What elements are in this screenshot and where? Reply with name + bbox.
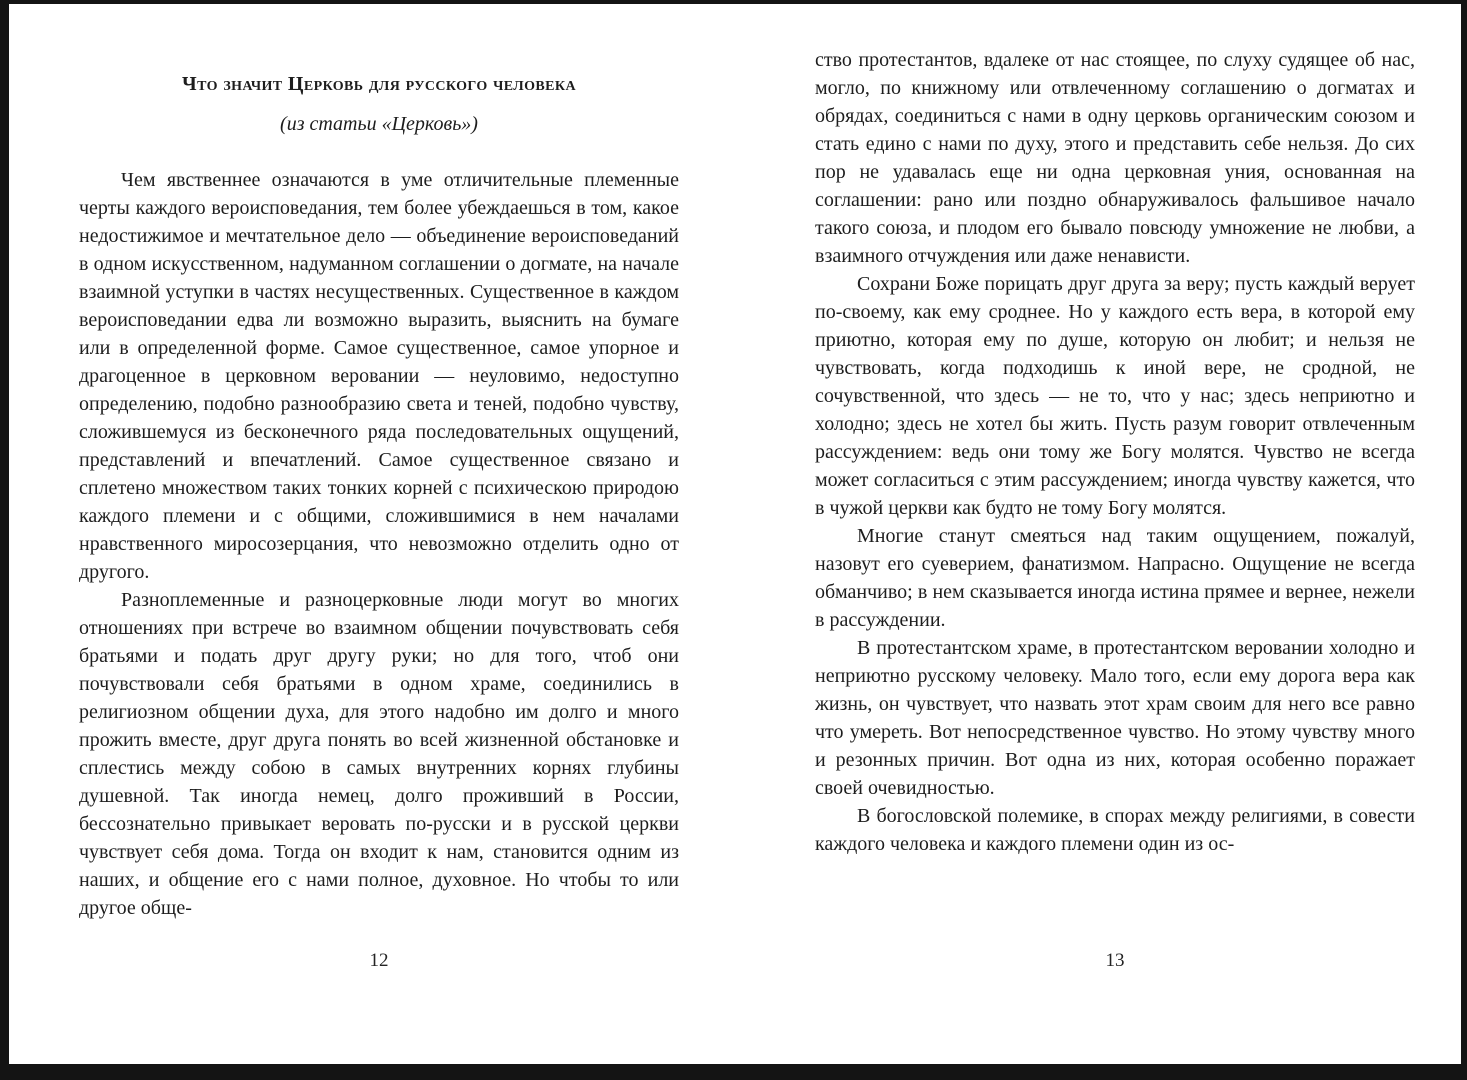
paragraph: Сохрани Боже порицать друг друга за веру; пусть каждый верует по-своему, как ему сроднее. Но у каждого есть вера, в которой ему приютно, которая ему по душе, которую он любит; и нельзя не чувствовать, когда подходишь к иной вере, не сродной, не сочувственной, что здесь — не то, что у нас; здесь неприютно и холодно; здесь не хотел бы жить. Пусть разум говорит отвлеченным рассуждением: ведь они тому же Богу молятся. Чувство не всегда может согласиться с этим рассуждением; иногда чувству кажется, что в чужой церкви как будто не тому Богу молятся.	[815, 273, 1415, 519]
paragraph: В протестантском храме, в протестантском веровании холодно и неприютно русскому человеку. Мало того, если ему дорога вера как жизнь, он чувствует, что назвать этот храм своим для него все равно что умереть. Вот непосредственное чувство. Но этому чувству много и резонных причин. Вот одна из них, которая особенно поражает своей очевидностью.	[815, 637, 1415, 799]
page-number-left: 12	[369, 950, 389, 971]
page-right	[815, 46, 1415, 858]
paragraph-continuation: ство протестантов, вдалеке от нас стоящее, по слуху судящее об нас, могло, по книжному или отвлеченному соглашению о догматах и обрядах, соединиться с нами в одну церковь органическим союзом и стать едино с нами по духу, этого и представить себе нельзя. До сих пор не удавалась еще ни одна церковная уния, основанная на соглашении: рано или поздно обнаруживалось фальшивое начало такого союза, и плодом его бывало повсюду умножение не любви, а взаимного отчуждения или даже ненависти.	[815, 49, 1415, 267]
paragraph: В богословской полемике, в спорах между религиями, в совести каждого человека и каждого племени один из ос-	[815, 805, 1415, 855]
chapter-subtitle: (из статьи «Церковь»)	[280, 113, 478, 135]
paragraph: Разноплеменные и разноцерковные люди могут во многих отношениях при встрече во взаимном общении почувствовать себя братьями и подать друг другу руки; но для того, чтоб они почувствовали себя братьями в одном храме, соединились в религиозном общении духа, для этого надобно им долго и много прожить вместе, друг друга понять во всей жизненной обстановке и сплестись между собою в самых внутренних корнях глубины душевной. Так иногда немец, долго проживший в России, бессознательно привыкает веровать по-русски и в русской церкви чувствует себя дома. Тогда он входит к нам, становится одним из наших, и общение его с нами полное, духовное. Но чтобы то или другое обще-	[79, 589, 679, 919]
page-number-right: 13	[1105, 950, 1125, 971]
paragraph: Чем явственнее означаются в уме отличительные племенные черты каждого вероисповедания, тем более убеждаешься в том, какое недостижимое и мечтательное дело — объединение вероисповеданий в одном искусственном, надуманном соглашении о догмате, на начале взаимной уступки в частях несущественных. Существенное в каждом вероисповедании едва ли возможно выразить, выяснить на бумаге или в определенной форме. Самое существенное, самое упорное и драгоценное в церковном веровании — неуловимо, недоступно определению, подобно разнообразию света и теней, подобно чувству, сложившемуся из бесконечного ряда последовательных ощущений, представлений и впечатлений. Самое существенное связано и сплетено множеством таких тонких корней с психическою природою каждого племени и с общими, сложившимися в нем началами нравственного миросозерцания, что невозможно отделить одно от другого.	[79, 169, 679, 583]
page-left	[79, 70, 679, 922]
paragraph: Многие станут смеяться над таким ощущением, пожалуй, назовут его суеверием, фанатизмом. Напрасно. Ощущение не всегда обманчиво; в нем сказывается иногда истина прямее и вернее, нежели в рассуждении.	[815, 525, 1415, 631]
chapter-title: Что значит Церковь для русского человека	[182, 73, 576, 95]
